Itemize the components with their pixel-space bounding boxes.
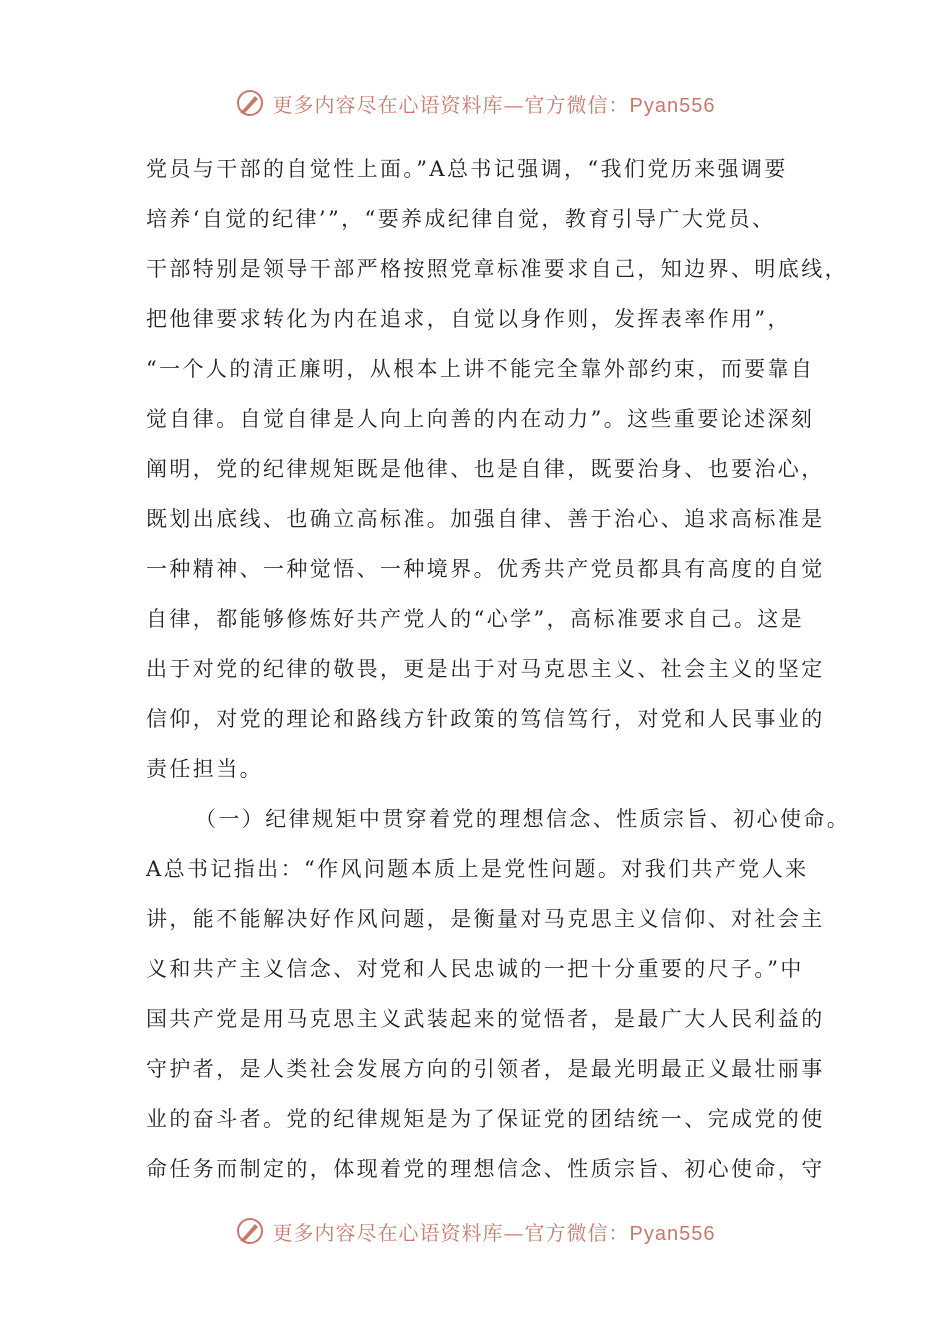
text-line: 守护者，是人类社会发展方向的引领者，是最光明最正义最壮丽事 [146,1057,825,1081]
pen-logo-icon [235,88,265,118]
document-body [146,151,851,1201]
header-watermark [0,83,950,123]
text-line: 责任担当。 [146,757,263,781]
text-line: 义和共产主义信念、对党和人民忠诚的一把十分重要的尺子。”中 [146,957,804,981]
watermark-text [273,1217,716,1246]
text-line: 命任务而制定的，体现着党的理想信念、性质宗旨、初心使命，守 [146,1157,825,1181]
watermark-wechat-id: Pyan556 [629,94,716,117]
watermark-text-cn: 更多内容尽在心语资料库—官方微信： [272,92,630,117]
text-line: “一个人的清正廉明，从根本上讲不能完全靠外部约束，而要靠自 [146,357,815,381]
text-line: 出于对党的纪律的敬畏，更是出于对马克思主义、社会主义的坚定 [146,657,825,681]
text-line: 培养‘自觉的纪律’”，“要养成纪律自觉，教育引导广大党员、 [146,207,776,231]
text-line: 信仰，对党的理论和路线方针政策的笃信笃行，对党和人民事业的 [146,707,825,731]
text-line: 党员与干部的自觉性上面。”A总书记强调，“我们党历来强调要 [146,157,788,181]
text-line: 干部特别是领导干部严格按照党章标准要求自己，知边界、明底线， [146,257,848,281]
watermark-text [273,89,716,118]
text-line: 国共产党是用马克思主义武装起来的觉悟者，是最广大人民利益的 [146,1007,825,1031]
text-line: 把他律要求转化为内在追求，自觉以身作则，发挥表率作用”， [146,307,791,331]
text-line: 讲，能不能解决好作风问题，是衡量对马克思主义信仰、对社会主 [146,907,825,931]
watermark-text-cn: 更多内容尽在心语资料库—官方微信： [272,1220,630,1245]
text-line: 觉自律。自觉自律是人向上向善的内在动力”。这些重要论述深刻 [146,407,815,431]
watermark-wechat-id: Pyan556 [629,1222,716,1245]
text-line: 一种精神、一种觉悟、一种境界。优秀共产党员都具有高度的自觉 [146,557,825,581]
text-line: 既划出底线、也确立高标准。加强自律、善于治心、追求高标准是 [146,507,825,531]
pen-logo-icon [235,1216,265,1246]
footer-watermark [0,1211,950,1251]
text-line: 阐明，党的纪律规矩既是他律、也是自律，既要治身、也要治心， [146,457,825,481]
text-line: 自律，都能够修炼好共产党人的“心学”，高标准要求自己。这是 [146,607,805,631]
section-heading-line: （一）纪律规矩中贯穿着党的理想信念、性质宗旨、初心使命。 [195,807,851,831]
text-line: 业的奋斗者。党的纪律规矩是为了保证党的团结统一、完成党的使 [146,1107,825,1131]
text-line: A总书记指出：“作风问题本质上是党性问题。对我们共产党人来 [146,857,809,881]
